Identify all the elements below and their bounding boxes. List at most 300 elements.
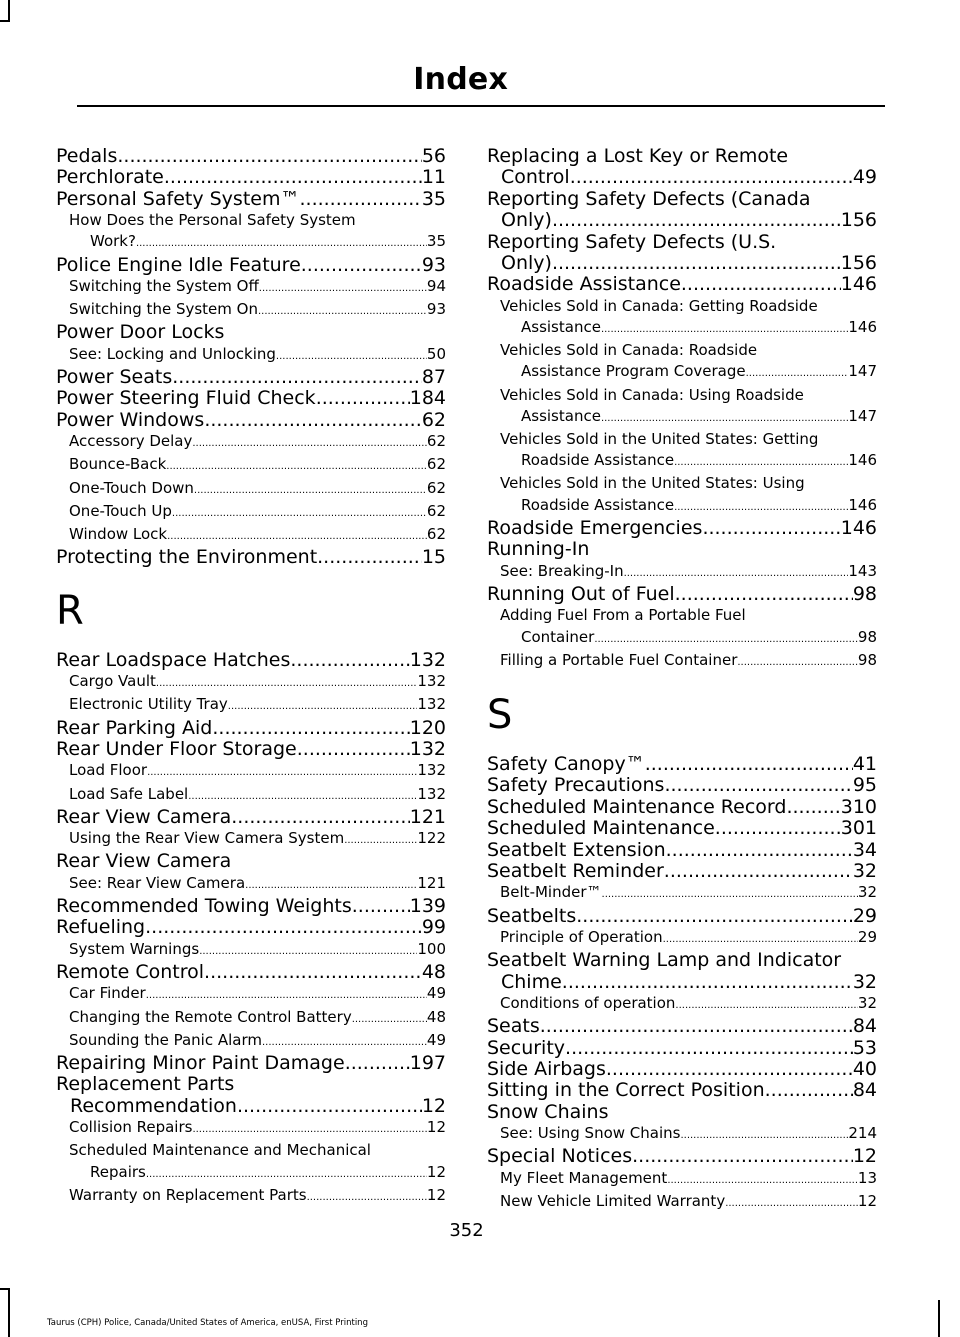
- entry-page: 156: [840, 209, 877, 232]
- index-subentry: [56, 1007, 446, 1030]
- index-entry: [487, 1016, 877, 1037]
- index-subentry: [487, 429, 877, 473]
- entry-page: 13: [857, 1168, 877, 1187]
- entry-text: Belt-Minder™: [500, 883, 602, 902]
- index-subentry: [56, 983, 446, 1006]
- entry-text: Collision Repairs: [69, 1118, 193, 1137]
- dot-leader: [680, 1123, 848, 1146]
- dot-leader: [290, 650, 409, 671]
- entry-text: Vehicles Sold in Canada: Using Roadside: [500, 385, 804, 404]
- index-entry: [56, 388, 446, 409]
- entry-text: See: Locking and Unlocking: [69, 344, 276, 363]
- entry-continuation: [487, 450, 877, 473]
- entry-text: Work?: [90, 232, 136, 251]
- entry-page: 98: [857, 650, 877, 669]
- index-subentry: [56, 276, 446, 299]
- entry-page: 146: [848, 318, 877, 337]
- entry-text: Assistance Program Coverage: [521, 362, 746, 381]
- entry-continuation: [487, 627, 877, 650]
- index-heading: Snow Chains: [487, 1100, 609, 1123]
- entry-page: 132: [409, 648, 446, 671]
- index-column-right: [487, 146, 877, 1214]
- entry-text: See: Using Snow Chains: [500, 1124, 681, 1143]
- entry-text: Principle of Operation: [500, 927, 663, 946]
- entry-page: 41: [852, 752, 877, 775]
- dot-leader: [237, 1096, 422, 1117]
- title-rule: [77, 105, 885, 107]
- entry-text: Rear View Camera: [56, 805, 232, 828]
- entry-text: Power Windows: [56, 408, 205, 431]
- entry-continuation: [487, 210, 877, 231]
- entry-page: 99: [421, 916, 446, 939]
- index-entry: [487, 584, 877, 605]
- dot-leader: [675, 584, 853, 605]
- dot-leader: [345, 1053, 410, 1074]
- dot-leader: [352, 1007, 427, 1030]
- index-subentry: [56, 478, 446, 501]
- index-subentry: [487, 1191, 877, 1214]
- entry-page: 35: [426, 232, 446, 251]
- index-entry: [487, 906, 877, 927]
- entry-page: 132: [409, 737, 446, 760]
- entry-page: 84: [852, 1079, 877, 1102]
- entry-text: Rear Under Floor Storage: [56, 737, 297, 760]
- dot-leader: [675, 993, 857, 1016]
- index-entry: [56, 410, 446, 431]
- entry-page: 93: [426, 300, 446, 319]
- dot-leader: [702, 518, 840, 539]
- footer-text: Taurus (CPH) Police, Canada/United States of America, enUSA, First Printing: [47, 1318, 368, 1328]
- index-heading: Running-In: [487, 538, 590, 561]
- entry-page: 132: [417, 784, 446, 803]
- section-letter: S: [487, 691, 513, 738]
- dot-leader: [317, 547, 422, 568]
- entry-page: 12: [852, 1145, 877, 1168]
- dot-leader: [117, 146, 421, 167]
- entry-page: 197: [409, 1051, 446, 1074]
- index-entry: [487, 1059, 877, 1080]
- index-subentry: [56, 1117, 446, 1140]
- dot-leader: [228, 694, 418, 717]
- section-letter: R: [56, 587, 84, 634]
- dot-leader: [299, 189, 421, 210]
- index-subentry: [487, 650, 877, 673]
- dot-leader: [540, 1016, 853, 1037]
- index-subentry: [56, 431, 446, 454]
- entry-continuation: [487, 167, 877, 188]
- entry-text: Power Steering Fluid Check: [56, 387, 316, 410]
- entry-text: Safety Precautions: [487, 774, 665, 797]
- dot-leader: [147, 760, 417, 783]
- dot-leader: [594, 627, 858, 650]
- entry-text: Car Finder: [69, 984, 146, 1003]
- entry-page: 132: [417, 761, 446, 780]
- dot-leader: [352, 896, 410, 917]
- dot-leader: [715, 818, 841, 839]
- dot-leader: [552, 253, 841, 274]
- index-subentry: [56, 828, 446, 851]
- entry-page: 139: [409, 894, 446, 917]
- dot-leader: [624, 561, 849, 584]
- dot-leader: [307, 1185, 427, 1208]
- entry-text: Seats: [487, 1015, 540, 1038]
- entry-page: 146: [840, 273, 877, 296]
- index-entry: [56, 1074, 446, 1117]
- index-entry: [56, 962, 446, 983]
- index-subentry: [487, 605, 877, 649]
- index-subentry: [487, 993, 877, 1016]
- entry-page: 29: [857, 927, 877, 946]
- entry-page: 32: [852, 970, 877, 993]
- entry-text: See: Rear View Camera: [69, 873, 246, 892]
- entry-text: Seatbelt Warning Lamp and Indicator: [487, 949, 842, 972]
- entry-text: Security: [487, 1036, 566, 1059]
- entry-page: 62: [426, 525, 446, 544]
- index-heading: Rear View Camera: [56, 850, 232, 873]
- entry-page: 95: [852, 774, 877, 797]
- index-entry: [56, 917, 446, 938]
- dot-leader: [576, 906, 853, 927]
- index-entry: [487, 1146, 877, 1167]
- dot-leader: [245, 873, 417, 896]
- index-subentry: [56, 694, 446, 717]
- dot-leader: [172, 367, 422, 388]
- dot-leader: [212, 718, 409, 739]
- dot-leader: [725, 1191, 858, 1214]
- entry-page: 120: [409, 716, 446, 739]
- entry-text: Protecting the Environment: [56, 546, 318, 569]
- entry-text: Scheduled Maintenance Record: [487, 795, 787, 818]
- entry-page: 62: [426, 478, 446, 497]
- entry-text: Special Notices: [487, 1145, 633, 1168]
- dot-leader: [664, 775, 852, 796]
- entry-text: Window Lock: [69, 525, 168, 544]
- entry-text: Rear Parking Aid: [56, 716, 213, 739]
- entry-page: 121: [409, 805, 446, 828]
- entry-text: Vehicles Sold in Canada: Roadside: [500, 341, 758, 360]
- entry-page: 49: [426, 984, 446, 1003]
- index-subentry: [487, 340, 877, 384]
- index-entry: [487, 1038, 877, 1059]
- entry-page: 53: [852, 1036, 877, 1059]
- entry-page: 34: [852, 838, 877, 861]
- index-subentry: [56, 454, 446, 477]
- index-heading: Power Door Locks: [56, 321, 225, 344]
- index-column-left: [56, 146, 446, 1208]
- dot-leader: [645, 754, 853, 775]
- entry-text: Police Engine Idle Feature: [56, 253, 301, 276]
- entry-text: Assistance: [521, 318, 601, 337]
- dot-leader: [136, 231, 427, 254]
- entry-text: Remote Control: [56, 960, 205, 983]
- dot-leader: [552, 210, 841, 231]
- dot-leader: [786, 797, 840, 818]
- index-entry: [56, 1053, 446, 1074]
- entry-text: Personal Safety System™: [56, 187, 300, 210]
- entry-page: 147: [848, 406, 877, 425]
- entry-text: Rear Loadspace Hatches: [56, 648, 291, 671]
- dot-leader: [276, 344, 427, 367]
- entry-page: 184: [409, 387, 446, 410]
- crop-mark: [8, 0, 10, 22]
- dot-leader: [164, 167, 422, 188]
- entry-page: 62: [426, 501, 446, 520]
- entry-text: System Warnings: [69, 939, 200, 958]
- index-entry: [56, 650, 446, 671]
- entry-page: 84: [852, 1015, 877, 1038]
- entry-page: 62: [426, 432, 446, 451]
- dot-leader: [166, 454, 427, 477]
- index-entry: [56, 146, 446, 167]
- entry-continuation: [487, 361, 877, 384]
- entry-text: Seatbelt Extension: [487, 838, 666, 861]
- crop-mark: [8, 1288, 10, 1337]
- dot-leader: [146, 983, 427, 1006]
- entry-page: 15: [421, 546, 446, 569]
- entry-page: 98: [852, 582, 877, 605]
- entry-page: 62: [421, 408, 446, 431]
- entry-text: One-Touch Down: [69, 478, 194, 497]
- entry-page: 156: [840, 252, 877, 275]
- crop-mark: [938, 1300, 940, 1337]
- index-subentry: [56, 939, 446, 962]
- entry-continuation: [56, 231, 446, 254]
- entry-text: Repairing Minor Paint Damage: [56, 1051, 345, 1074]
- entry-text: Seatbelts: [487, 904, 577, 927]
- entry-text: Vehicles Sold in Canada: Getting Roadside: [500, 296, 818, 315]
- entry-text: Vehicles Sold in the United States: Using: [500, 474, 805, 493]
- dot-leader: [316, 388, 410, 409]
- index-entry: [487, 950, 877, 993]
- entry-text: Scheduled Maintenance and Mechanical: [69, 1141, 371, 1160]
- entry-page: 48: [421, 960, 446, 983]
- dot-leader: [258, 299, 427, 322]
- entry-text: Sitting in the Correct Position: [487, 1079, 765, 1102]
- entry-text: Adding Fuel From a Portable Fuel: [500, 606, 746, 625]
- entry-text: Changing the Remote Control Battery: [69, 1007, 352, 1026]
- entry-text: Roadside Emergencies: [487, 516, 703, 539]
- index-entry: [56, 807, 446, 828]
- entry-text: Recommendation: [70, 1094, 237, 1117]
- index-subentry: [487, 1123, 877, 1146]
- dot-leader: [297, 739, 410, 760]
- entry-text: Cargo Vault: [69, 672, 156, 691]
- index-subentry: [487, 561, 877, 584]
- index-subentry: [56, 1030, 446, 1053]
- index-subentry: [56, 1185, 446, 1208]
- dot-leader: [606, 1059, 853, 1080]
- entry-continuation: [487, 972, 877, 993]
- entry-text: Vehicles Sold in the United States: Getting: [500, 430, 819, 449]
- entry-page: 146: [848, 495, 877, 514]
- entry-text: Repairs: [90, 1162, 146, 1181]
- entry-text: Switching the System Off: [69, 277, 259, 296]
- index-subentry: [56, 760, 446, 783]
- index-entry: [487, 840, 877, 861]
- entry-text: Roadside Assistance: [487, 273, 681, 296]
- index-entry: [487, 146, 877, 189]
- dot-leader: [601, 317, 848, 340]
- page-number: 352: [449, 1220, 484, 1241]
- entry-text: Perchlorate: [56, 166, 164, 189]
- entry-page: 93: [421, 253, 446, 276]
- dot-leader: [570, 167, 853, 188]
- entry-text: Reporting Safety Defects (Canada: [487, 187, 811, 210]
- entry-page: 147: [848, 362, 877, 381]
- entry-text: Scheduled Maintenance: [487, 817, 715, 840]
- dot-leader: [231, 807, 410, 828]
- dot-leader: [259, 276, 427, 299]
- entry-text: Sounding the Panic Alarm: [69, 1030, 262, 1049]
- entry-page: 35: [421, 187, 446, 210]
- dot-leader: [156, 671, 417, 694]
- index-subentry: [56, 671, 446, 694]
- entry-text: Assistance: [521, 406, 601, 425]
- entry-continuation: [487, 406, 877, 429]
- entry-text: Running Out of Fuel: [487, 582, 675, 605]
- entry-page: 32: [857, 993, 877, 1012]
- index-subentry: [56, 784, 446, 807]
- dot-leader: [204, 962, 422, 983]
- index-entry: [487, 861, 877, 882]
- entry-text: Switching the System On: [69, 300, 258, 319]
- entry-text: Refueling: [56, 916, 146, 939]
- entry-text: Power Seats: [56, 366, 173, 389]
- dot-leader: [565, 1038, 853, 1059]
- entry-page: 32: [857, 883, 877, 902]
- index-subentry: [56, 344, 446, 367]
- index-entry: [487, 1080, 877, 1101]
- entry-page: 121: [417, 873, 446, 892]
- entry-text: Recommended Towing Weights: [56, 894, 352, 917]
- dot-leader: [344, 828, 417, 851]
- entry-page: 146: [840, 516, 877, 539]
- entry-text: Reporting Safety Defects (U.S.: [487, 230, 777, 253]
- entry-page: 87: [421, 366, 446, 389]
- dot-leader: [204, 410, 422, 431]
- dot-leader: [765, 1080, 853, 1101]
- dot-leader: [632, 1146, 853, 1167]
- index-entry: [56, 739, 446, 760]
- entry-page: 310: [840, 795, 877, 818]
- entry-continuation: [487, 495, 877, 518]
- entry-page: 100: [417, 939, 446, 958]
- entry-page: 49: [852, 166, 877, 189]
- dot-leader: [667, 1168, 858, 1191]
- index-subentry: [487, 1168, 877, 1191]
- index-subentry: [56, 524, 446, 547]
- dot-leader: [194, 478, 427, 501]
- entry-page: 301: [840, 817, 877, 840]
- entry-page: 12: [857, 1192, 877, 1211]
- entry-page: 29: [852, 904, 877, 927]
- entry-page: 32: [852, 859, 877, 882]
- entry-text: Replacement Parts: [56, 1073, 235, 1096]
- dot-leader: [681, 274, 841, 295]
- entry-text: Load Safe Label: [69, 784, 189, 803]
- dot-leader: [167, 524, 427, 547]
- entry-page: 122: [417, 829, 446, 848]
- index-entry: [487, 518, 877, 539]
- index-subentry: [487, 385, 877, 429]
- dot-leader: [172, 501, 427, 524]
- index-entry: [56, 189, 446, 210]
- entry-text: Control: [501, 166, 570, 189]
- dot-leader: [602, 882, 858, 905]
- dot-leader: [301, 255, 422, 276]
- entry-continuation: [487, 253, 877, 274]
- entry-text: How Does the Personal Safety System: [69, 211, 356, 230]
- entry-text: New Vehicle Limited Warranty: [500, 1192, 726, 1211]
- entry-continuation: [56, 1096, 446, 1117]
- entry-page: 214: [848, 1124, 877, 1143]
- entry-page: 143: [848, 561, 877, 580]
- index-subentry: [56, 210, 446, 254]
- dot-leader: [737, 650, 858, 673]
- entry-page: 132: [417, 695, 446, 714]
- index-subentry: [487, 473, 877, 517]
- dot-leader: [666, 840, 853, 861]
- dot-leader: [262, 1030, 427, 1053]
- entry-text: Side Airbags: [487, 1057, 606, 1080]
- entry-page: 62: [426, 455, 446, 474]
- dot-leader: [746, 361, 849, 384]
- index-entry: [56, 896, 446, 917]
- entry-page: 94: [426, 277, 446, 296]
- entry-page: 132: [417, 672, 446, 691]
- entry-text: One-Touch Up: [69, 501, 172, 520]
- entry-page: 98: [857, 627, 877, 646]
- index-subentry: [56, 299, 446, 322]
- dot-leader: [146, 1162, 427, 1185]
- index-entry: [487, 189, 877, 232]
- entry-text: Load Floor: [69, 761, 148, 780]
- dot-leader: [192, 431, 427, 454]
- entry-page: 50: [426, 344, 446, 363]
- entry-page: 12: [426, 1185, 446, 1204]
- entry-text: Bounce-Back: [69, 455, 167, 474]
- index-entry: [56, 367, 446, 388]
- entry-text: My Fleet Management: [500, 1168, 668, 1187]
- dot-leader: [601, 406, 848, 429]
- entry-page: 12: [426, 1162, 446, 1181]
- entry-text: Electronic Utility Tray: [69, 695, 228, 714]
- entry-text: Pedals: [56, 145, 118, 167]
- entry-text: Safety Canopy™: [487, 752, 645, 775]
- index-entry: [56, 255, 446, 276]
- dot-leader: [199, 939, 417, 962]
- index-entry: [487, 818, 877, 839]
- index-entry: [487, 754, 877, 775]
- entry-text: Only): [501, 252, 552, 275]
- crop-mark: [0, 20, 10, 22]
- dot-leader: [674, 495, 848, 518]
- index-entry: [487, 274, 877, 295]
- index-entry: [56, 718, 446, 739]
- entry-text: See: Breaking-In: [500, 561, 624, 580]
- entry-text: Using the Rear View Camera System: [69, 829, 345, 848]
- index-entry: [487, 775, 877, 796]
- entry-page: 12: [426, 1118, 446, 1137]
- dot-leader: [192, 1117, 426, 1140]
- index-entry: [487, 232, 877, 275]
- entry-continuation: [56, 1162, 446, 1185]
- entry-text: Conditions of operation: [500, 993, 676, 1012]
- index-entry: [56, 167, 446, 188]
- index-subentry: [56, 501, 446, 524]
- index-entry: [56, 547, 446, 568]
- dot-leader: [188, 784, 417, 807]
